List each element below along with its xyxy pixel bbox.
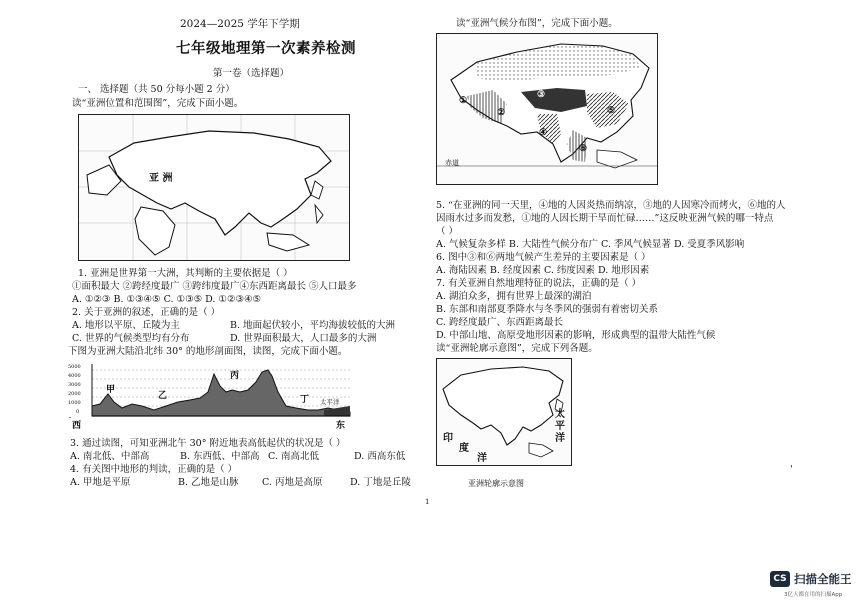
question-5-line2: 因雨水过多而发愁，①地的人因长期干旱而忙碌……”这反映亚洲气候的哪一特点: [436, 213, 774, 224]
profile-label-ding: 丁: [300, 395, 310, 405]
page-number: 1: [425, 498, 430, 506]
climate-label-1: ①: [459, 96, 468, 106]
question-5-blank: （ ）: [436, 226, 459, 237]
question-3-option-a: A. 南北低、中部高: [70, 451, 150, 462]
profile-label-west: 西: [72, 421, 82, 431]
outline-label-pacific-3: 洋: [555, 433, 565, 444]
profile-label-pacific: 太平洋: [320, 398, 340, 406]
exam-title: 七年级地理第一次素养检测: [176, 40, 356, 57]
scanner-app-name: 扫描全能王: [794, 572, 852, 586]
profile-ytick-5000: 5000: [68, 364, 81, 370]
intro-outline-map: 读“亚洲轮廓示意图”，完成下列各题。: [436, 343, 598, 354]
scanner-logo-icon: CS: [770, 571, 790, 587]
outline-label-yang: 洋: [477, 453, 487, 464]
climate-label-3: ③: [537, 90, 546, 100]
question-2: 2. 关于亚洲的叙述，正确的是（ ）: [72, 307, 221, 318]
question-3-option-d: D. 西高东低: [354, 451, 406, 462]
asia-outline-map: [436, 358, 572, 466]
question-3-option-c: C. 南高北低: [268, 451, 319, 462]
outline-label-yin: 印: [443, 433, 453, 444]
exam-term: 2024—2025 学年下学期: [180, 18, 300, 30]
section-heading: 第一卷（选择题）: [213, 68, 290, 79]
profile-ytick-4000: 4000: [68, 373, 81, 379]
question-7-option-a: A. 湖泊众多，拥有世界上最深的湖泊: [436, 291, 592, 302]
question-1-choices: A. ①②③ B. ①③④⑤ C. ①③⑤ D. ①②③④⑤: [72, 294, 262, 305]
question-3-option-b: B. 东西低、中部高: [180, 451, 260, 462]
climate-equator-label: 赤道: [445, 159, 459, 167]
intro-profile: 下图为亚洲大陆沿北纬 30° 的地形剖面图，读图，完成下面小题。: [68, 346, 348, 357]
climate-label-6: ⑥: [579, 144, 588, 154]
intro-map1: 读“亚洲位置和范围图”，完成下面小题。: [72, 98, 244, 109]
profile-label-jia: 甲: [106, 385, 116, 395]
question-7-option-c: C. 跨经度最广、东西距离最长: [436, 317, 563, 328]
question-4: 4. 有关图中地形的判读，正确的是（ ）: [70, 464, 238, 475]
part-heading: 一、 选择题（共 50 分每小题 2 分）: [78, 84, 235, 95]
question-2-option-b: B. 地面起伏较小，平均海拔较低的大洲: [230, 320, 396, 331]
question-4-option-d: D. 丁地是丘陵: [350, 477, 411, 488]
outline-label-pacific-1: 太: [555, 409, 565, 420]
question-1-options: ①面积最大 ②跨经度最广 ③跨纬度最广④东西距离最长 ⑤人口最多: [72, 281, 357, 292]
outline-map-caption: 亚洲轮廓示意图: [468, 479, 524, 488]
scanner-tagline: 3亿人都在用的扫描App: [784, 592, 843, 598]
question-6-options: A. 海陆因素 B. 经度因素 C. 纬度因素 D. 地形因素: [436, 265, 650, 276]
question-2-option-a: A. 地形以平原、丘陵为主: [72, 320, 180, 331]
question-5-options: A. 气候复杂多样 B. 大陆性气候分布广 C. 季风气候显著 D. 受夏季风影响: [436, 239, 745, 250]
question-1: 1. 亚洲是世界第一大洲，其判断的主要依据是（ ）: [78, 268, 293, 279]
stray-mark: ': [790, 464, 793, 475]
question-5-line1: 5. “在亚洲的同一天里，④地的人因炎热而纳凉，③地的人因寒冷而烤火，⑥地的人: [436, 200, 786, 211]
question-2-option-d: D. 世界面积最大，人口最多的大洲: [230, 333, 377, 344]
profile-label-east: 东: [336, 421, 346, 431]
intro-climate-map: 读“亚洲气候分布图”，完成下面小题。: [456, 18, 618, 29]
profile-ytick-1000: 1000: [68, 400, 81, 406]
outline-label-pacific-2: 平: [555, 421, 565, 432]
question-6: 6. 图中③和⑥两地气候产生差异的主要因素是（ ）: [436, 252, 651, 263]
asia-climate-map: [436, 33, 658, 185]
outline-label-du: 度: [459, 443, 469, 454]
climate-label-5: ⑤: [607, 106, 616, 116]
profile-ytick-3000: 3000: [68, 382, 81, 388]
question-2-option-c: C. 世界的气候类型均有分布: [72, 333, 190, 344]
question-7: 7. 有关亚洲自然地理特征的说法，正确的是（ ）: [436, 278, 642, 289]
climate-label-4: ④: [539, 128, 548, 138]
climate-label-2: ②: [497, 108, 506, 118]
question-4-option-b: B. 乙地是山脉: [178, 477, 239, 488]
question-4-option-c: C. 丙地是高原: [262, 477, 323, 488]
map1-label-asia: 亚 洲: [149, 173, 173, 184]
profile-ytick-0: 0: [76, 409, 80, 415]
asia-position-map: [78, 114, 350, 261]
terrain-profile: [62, 362, 352, 432]
question-7-option-b: B. 东部和南部夏季降水与冬季风的强弱有着密切关系: [436, 304, 659, 315]
question-4-option-a: A. 甲地是平原: [70, 477, 131, 488]
profile-ytick-2000: 2000: [68, 391, 81, 397]
profile-label-bing: 丙: [230, 371, 240, 381]
question-3: 3. 通过读图，可知亚洲北午 30° 附近地表高低起伏的状况是（ ）: [70, 438, 346, 449]
profile-label-yi: 乙: [158, 391, 168, 401]
question-7-option-d: D. 中部山地、高原受地形因素的影响，形成典型的温带大陆性气候: [436, 330, 716, 341]
